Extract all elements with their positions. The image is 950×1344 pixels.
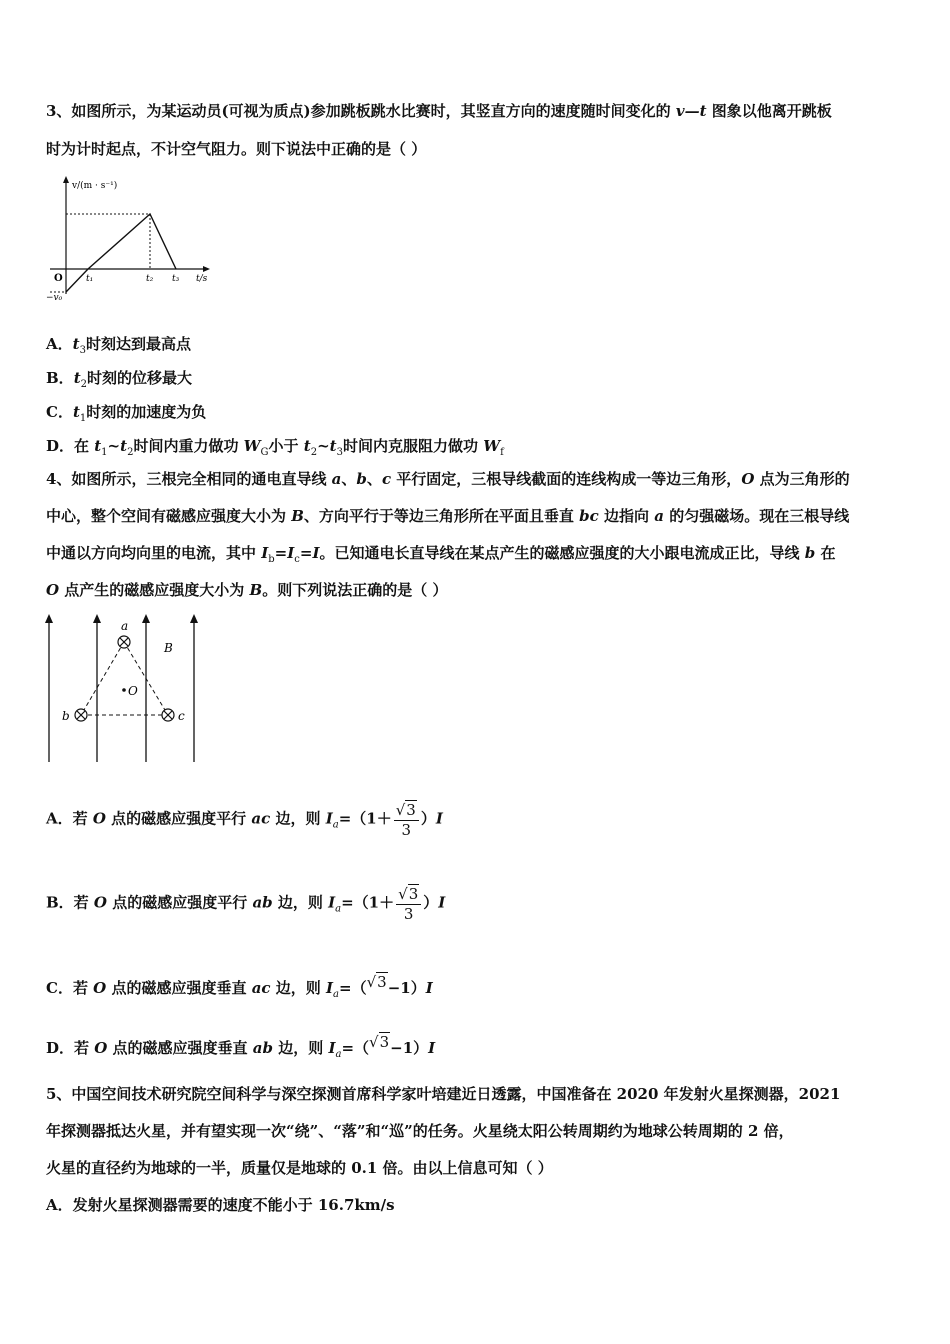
graph-t1: t₁ [86, 274, 94, 284]
graph-t3: t₃ [172, 274, 180, 284]
wire-b [75, 709, 87, 721]
q3-option-b[interactable]: B．$t_2$时刻的位移最大 [46, 369, 193, 390]
q5-stem-line3: 火星的直径约为地球的一半，质量仅是地球的 0.1 倍。由以上信息可知（ ） [46, 1159, 553, 1177]
q4-stem-line1: 4、如图所示，三根完全相同的通电直导线 a、b、c 平行固定，三根导线截面的连线构成一等边三角形，O 点为三角形的 [46, 470, 850, 488]
graph-ylabel: v/(m · s⁻¹) [72, 181, 118, 191]
q5-option-a[interactable]: A．发射火星探测器需要的速度不能小于 16.7km/s [46, 1196, 395, 1214]
q4-option-b[interactable]: B．若 O 点的磁感应强度平行 ab 边，则 $I_a=(1+$ $\frac{√3}{3}$ ）I [46, 885, 446, 923]
graph-xlabel: t/s [196, 274, 208, 284]
q4-stem-line2: 中心，整个空间有磁感应强度大小为 B、方向平行于等边三角形所在平面且垂直 bc 边指向 a 的匀强磁场。现在三根导线 [46, 507, 850, 525]
label-B: B [164, 641, 173, 655]
q4-option-a[interactable]: A．若 O 点的磁感应强度平行 ac 边，则 $I_a=(1+$ $\frac{√3}{3}$ ）I [46, 801, 443, 839]
label-O: O [128, 684, 138, 698]
wire-c [162, 709, 174, 721]
q3-stem-line2: 时为计时起点，不计空气阻力。则下说法中正确的是（ ） [46, 140, 427, 158]
q3-stem-line1: 3、如图所示，为某运动员(可视为质点)参加跳板跳水比赛时，其竖直方向的速度随时间变化的 v—t 图象以他离开跳板 [46, 102, 832, 120]
q3-vt-graph [46, 174, 216, 304]
q4-wire-figure [40, 612, 205, 764]
graph-neg-v0: −v₀ [46, 293, 63, 303]
q4-option-d[interactable]: D．若 O 点的磁感应强度垂直 ab 边，则 $I_a=(√3-1)I$ [46, 1033, 436, 1060]
wire-a [118, 636, 130, 648]
q5-stem-line2: 年探测器抵达火星，并有望实现一次“绕”、“落”和“巡”的任务。火星绕太阳公转周期约为地球公转周期的 2 倍， [46, 1122, 794, 1140]
q4-option-c[interactable]: C．若 O 点的磁感应强度垂直 ac 边，则 $I_a=(√3-1)I$ [46, 973, 433, 1000]
q4-stem-line4: O 点产生的磁感应强度大小为 B。则下列说法正确的是（ ） [46, 581, 448, 599]
q3-option-d[interactable]: D．在 $t_1\sim t_2$时间内重力做功 $W_G$小于 $t_2\sim t_3$时间内克服阻力做功 $W_f$ [46, 437, 504, 458]
label-c: c [178, 709, 185, 723]
label-b: b [62, 709, 70, 723]
q3-option-c[interactable]: C．$t_1$时刻的加速度为负 [46, 403, 207, 424]
q5-stem-line1: 5、中国空间技术研究院空间科学与深空探测首席科学家叶培建近日透露，中国准备在 2020 年发射火星探测器，2021 [46, 1085, 841, 1103]
q4-stem-line3: 中通以方向均向里的电流，其中 $I_b=I_c=I$。已知通电长直导线在某点产生的磁感应强度的大小跟电流成正比，导线 b 在 [46, 544, 836, 565]
label-a: a [121, 619, 129, 633]
graph-t2: t₂ [146, 274, 154, 284]
graph-origin: O [54, 273, 63, 284]
q3-option-a[interactable]: A．$t_3$时刻达到最高点 [46, 335, 191, 356]
